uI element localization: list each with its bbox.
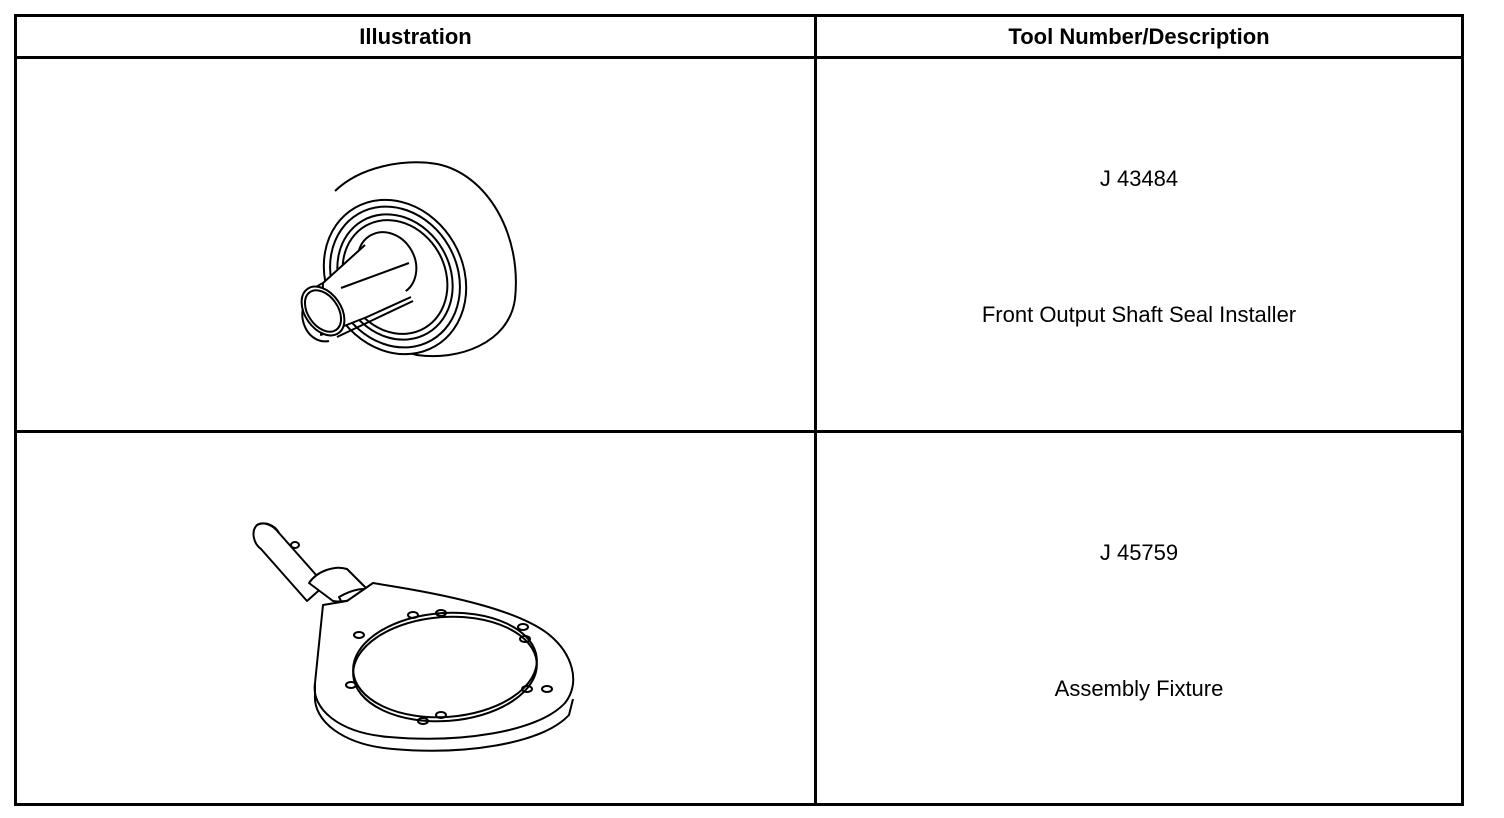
tool-description: Assembly Fixture [1054,676,1224,701]
assembly-fixture-icon [17,433,814,803]
header-cell-illustration [17,17,814,56]
tool-info-cell [817,59,1461,430]
tool-number: J 45759 [1099,540,1179,565]
seal-installer-icon [17,59,814,430]
tool-number: J 43484 [1099,166,1179,191]
tool-table [14,14,1464,806]
tool-info-cell [817,433,1461,803]
header-tool-label: Tool Number/Description [1008,23,1270,49]
tool-description: Front Output Shaft Seal Installer [981,302,1297,327]
illustration-cell [17,59,814,430]
header-illustration-label: Illustration [359,23,472,49]
table-row [17,59,1461,433]
header-cell-tool [817,17,1461,56]
illustration-cell [17,433,814,803]
table-header-row [17,17,1461,59]
table-row [17,433,1461,803]
